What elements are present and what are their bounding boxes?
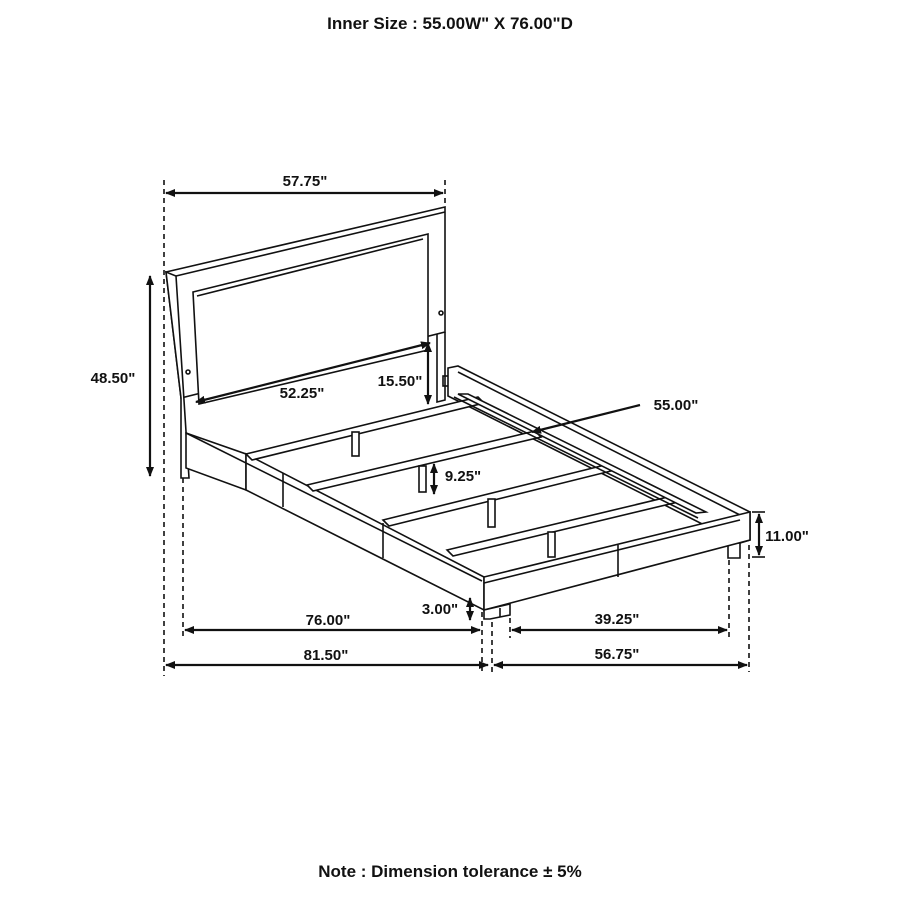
tolerance-note: Note : Dimension tolerance ± 5% bbox=[318, 862, 582, 881]
label-headboard-width: 57.75" bbox=[282, 173, 328, 190]
label-panel-width: 52.25" bbox=[279, 385, 325, 402]
label-overall-height: 48.50" bbox=[90, 370, 136, 387]
label-slat-support-height: 9.25" bbox=[444, 468, 482, 485]
left-side-rail bbox=[186, 433, 246, 490]
label-overall-width: 56.75" bbox=[594, 646, 640, 663]
label-overall-length: 81.50" bbox=[303, 647, 349, 664]
label-leg-height: 3.00" bbox=[421, 601, 459, 618]
label-foot-leg-span: 39.25" bbox=[594, 611, 640, 628]
label-headboard-to-rail: 15.50" bbox=[377, 373, 423, 390]
label-rail-height: 11.00" bbox=[765, 528, 809, 545]
inner-size-title: Inner Size : 55.00W" X 76.00"D bbox=[327, 14, 573, 33]
label-inner-length: 76.00" bbox=[305, 612, 351, 629]
label-slat-length: 55.00" bbox=[653, 397, 699, 414]
